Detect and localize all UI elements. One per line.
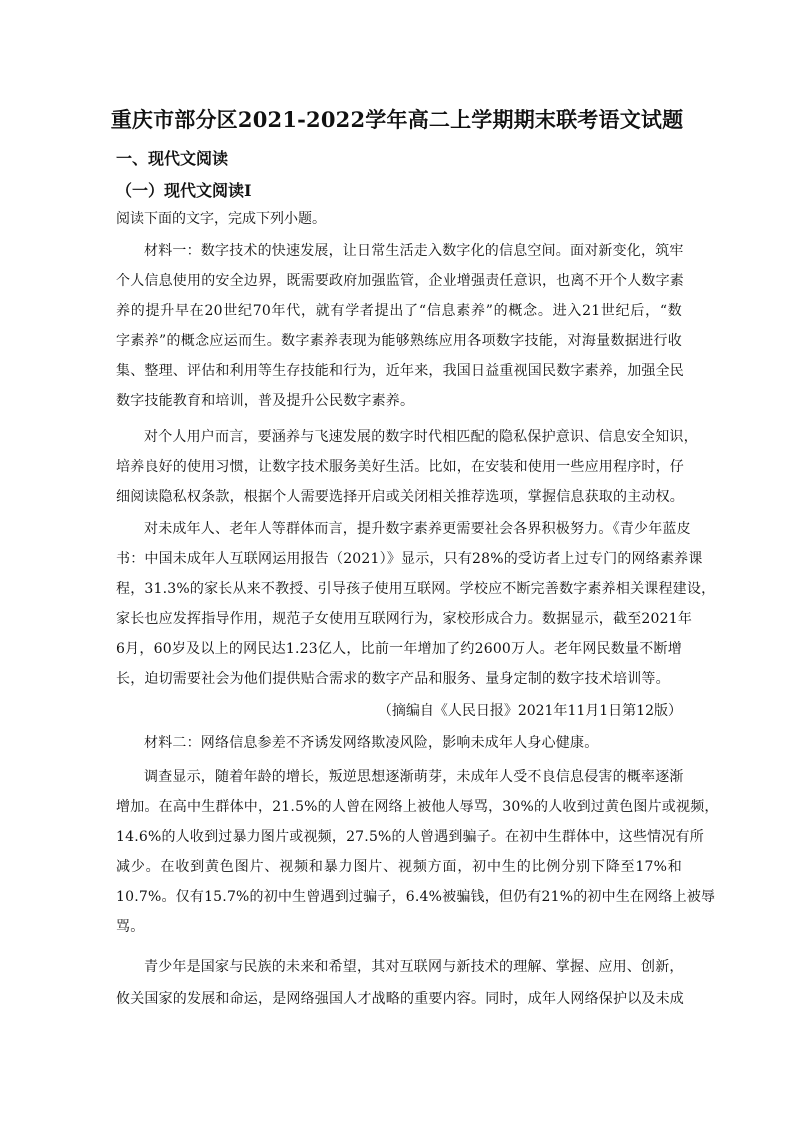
text-line: 14.6%的人收到过暴力图片或视频，27.5%的人曾遇到骗子。在初中生群体中，这些情况有所 (116, 829, 704, 845)
text-line: 程，31.3%的家长从来不教授、引导孩子使用互联网。学校应不断完善数字素养相关课程建设， (116, 581, 716, 597)
source-citation: （摘编自《人民日报》2021年11月1日第12版） (377, 703, 682, 719)
text-line: 家长也应发挥指导作用，规范子女使用互联网行为，家校形成合力。数据显示，截至2021年 (116, 611, 693, 627)
text-line: 对个人用户而言，要涵养与飞速发展的数字时代相匹配的隐私保护意识、信息安全知识， (144, 429, 698, 445)
text-line: 长，迫切需要社会为他们提供贴合需求的数字产品和服务、量身定制的数字技术培训等。 (116, 671, 670, 687)
text-line: 细阅读隐私权条款，根据个人需要选择开启或关闭相关推荐选项，掌握信息获取的主动权。 (116, 489, 684, 505)
text-line: 材料一：数字技术的快速发展，让日常生活走入数字化的信息空间。面对新变化，筑牢 (144, 243, 684, 259)
text-line: 对未成年人、老年人等群体而言，提升数字素养更需要社会各界积极努力。《青少年蓝皮 (144, 521, 691, 537)
text-line: 减少。在收到黄色图片、视频和暴力图片、视频方面，初中生的比例分别下降至17%和 (116, 859, 682, 875)
text-line: 10.7%。仅有15.7%的初中生曾遇到过骗子，6.4%被骗钱，但仍有21%的初中生在网络上被辱 (116, 889, 716, 905)
text-line: 养的提升早在20世纪70年代，就有学者提出了“信息素养”的概念。进入21世纪后，“数 (116, 303, 682, 319)
section-heading: 一、现代文阅读 (116, 149, 229, 168)
subsection-heading: （一）现代文阅读Ⅰ (116, 181, 252, 200)
text-line: 材料二：网络信息参差不齐诱发网络欺凌风险，影响未成年人身心健康。 (144, 735, 599, 751)
text-line: 攸关国家的发展和命运，是网络强国人才战略的重要内容。同时，成年人网络保护以及未成 (116, 991, 684, 1007)
document-title: 重庆市部分区2021-2022学年高二上学期期末联考语文试题 (110, 107, 684, 132)
text-line: 增加。在高中生群体中，21.5%的人曾在网络上被他人辱骂，30%的人收到过黄色图片或视频， (116, 799, 719, 815)
instruction-text: 阅读下面的文字，完成下列小题。 (116, 211, 326, 227)
text-line: 调查显示，随着年龄的增长，叛逆思想逐渐萌芽，未成年人受不良信息侵害的概率逐渐 (144, 769, 684, 785)
text-line: 青少年是国家与民族的未来和希望，其对互联网与新技术的理解、掌握、应用、创新， (144, 959, 684, 975)
text-line: 培养良好的使用习惯，让数字技术服务美好生活。比如，在安装和使用一些应用程序时，仔 (116, 459, 684, 475)
text-line: 字素养”的概念应运而生。数字素养表现为能够熟练应用各项数字技能，对海量数据进行收 (116, 333, 682, 349)
text-line: 书：中国未成年人互联网运用报告（2021）》显示，只有28%的受访者上过专门的网络素养课 (116, 551, 703, 567)
text-line: 6月，60岁及以上的网民达1.23亿人，比前一年增加了约2600万人。老年网民数量不断增 (116, 641, 682, 657)
text-line: 数字技能教育和培训，普及提升公民数字素养。 (116, 393, 415, 409)
text-line: 个人信息使用的安全边界，既需要政府加强监管，企业增强责任意识，也离不开个人数字素 (116, 273, 684, 289)
text-line: 集、整理、评估和利用等生存技能和行为，近年来，我国日益重视国民数字素养，加强全民 (116, 363, 684, 379)
text-line: 骂。 (116, 919, 145, 935)
